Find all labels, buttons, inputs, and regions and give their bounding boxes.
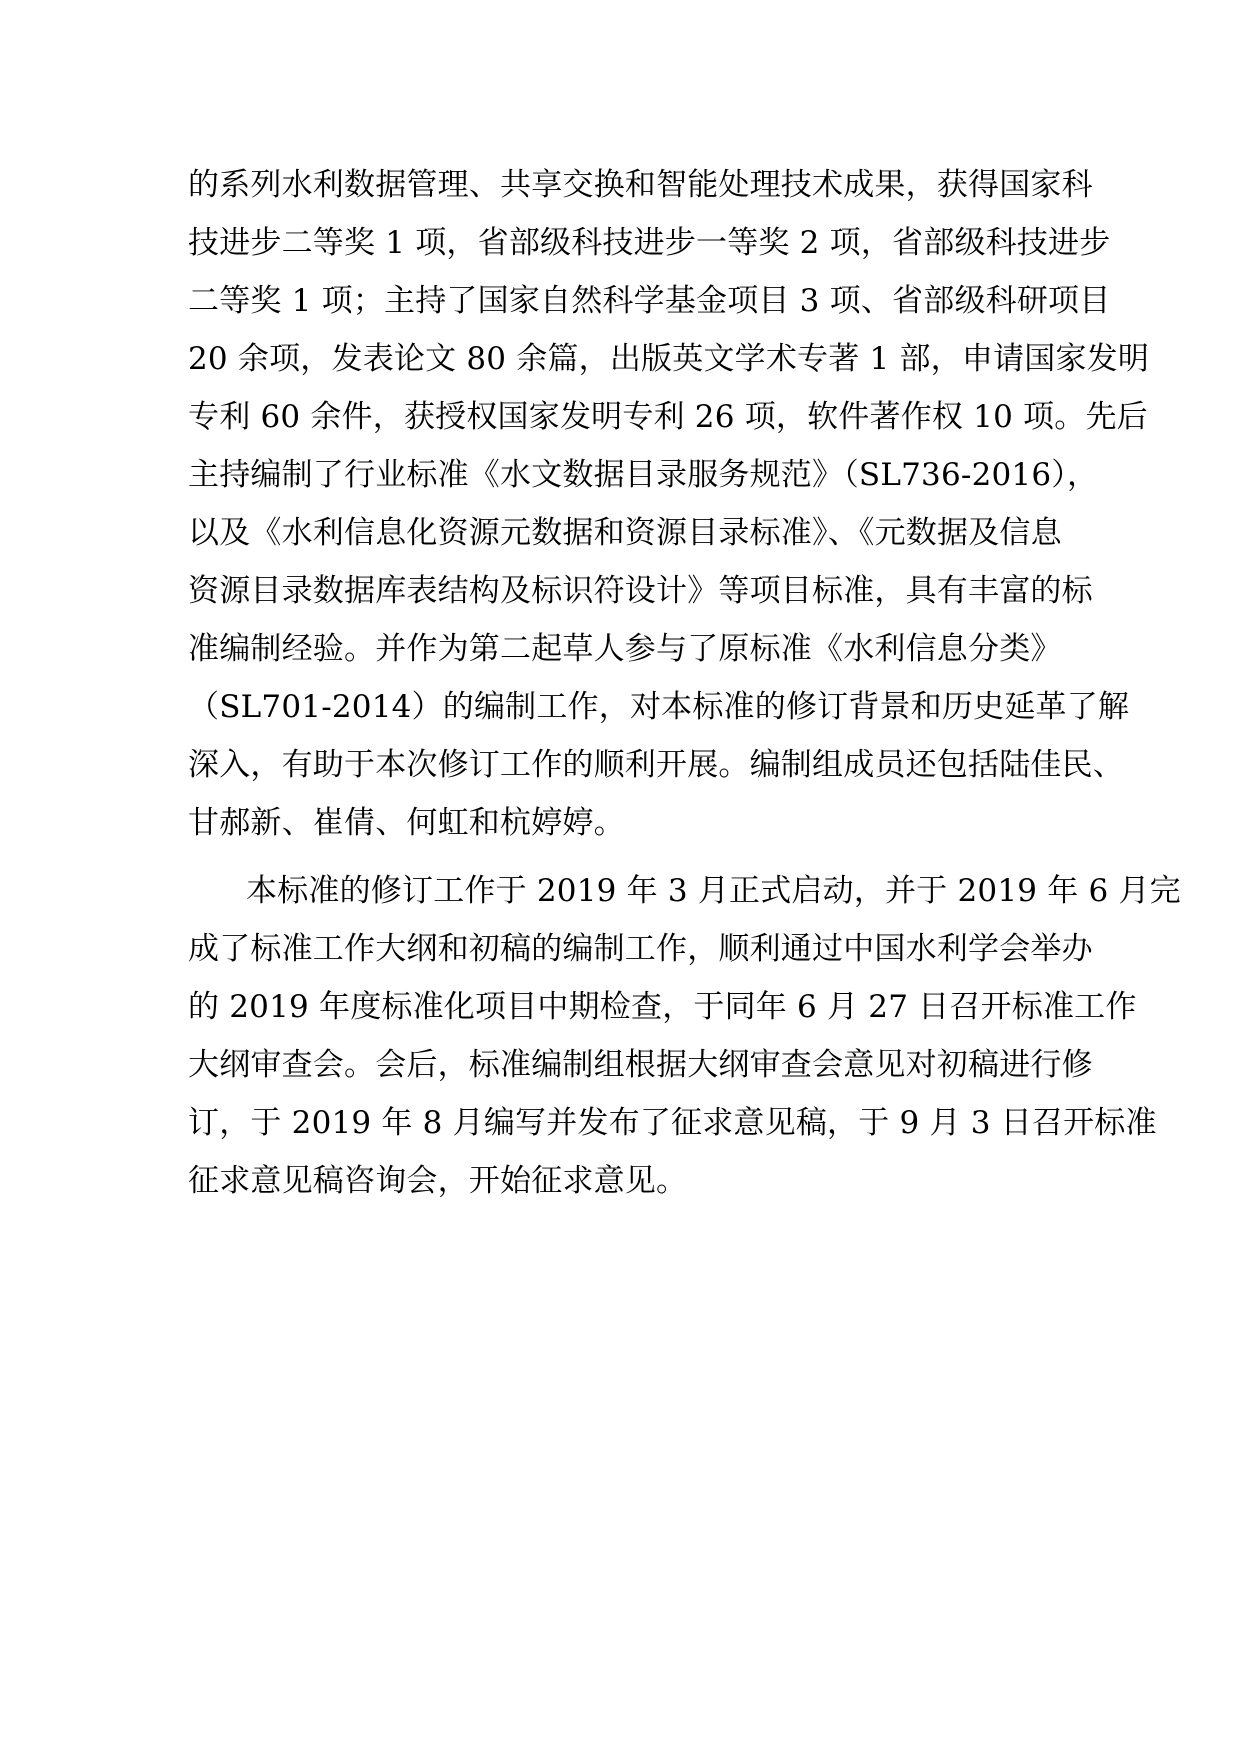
text-line: 二等奖 1 项；主持了国家自然科学基金项目 3 项、省部级科研项目 [188,283,1111,319]
text-line: （SL701-2014）的编制工作，对本标准的修订背景和历史延革了解 [188,689,1130,725]
text-line: 订，于 2019 年 8 月编写并发布了征求意见稿，于 9 月 3 日召开标准 [188,1105,1157,1141]
paragraph-2 [188,862,1181,1210]
text-line: 的 2019 年度标准化项目中期检查，于同年 6 月 27 日召开标准工作 [188,989,1137,1025]
text-line: 以及《水利信息化资源元数据和资源目录标准》、《元数据及信息 [188,515,1062,551]
text-line: 技进步二等奖 1 项，省部级科技进步一等奖 2 项，省部级科技进步 [188,225,1111,261]
text-line: 专利 60 余件，获授权国家发明专利 26 项，软件著作权 10 项。先后 [188,399,1148,435]
text-line: 准编制经验。并作为第二起草人参与了原标准《水利信息分类》 [188,631,1062,667]
text-line: 主持编制了行业标准《水文数据目录服务规范》（SL736-2016）， [188,457,1099,493]
text-line: 征求意见稿咨询会，开始征求意见。 [188,1163,688,1199]
text-line: 甘郝新、崔倩、何虹和杭婷婷。 [188,805,625,841]
paragraph-spacer [188,852,1068,862]
text-line: 成了标准工作大纲和初稿的编制工作，顺利通过中国水利学会举办 [188,931,1093,967]
text-line: 大纲审查会。会后，标准编制组根据大纲审查会意见对初稿进行修 [188,1047,1093,1083]
text-line: 本标准的修订工作于 2019 年 3 月正式启动，并于 2019 年 6 月完 [246,873,1181,909]
text-line: 的系列水利数据管理、共享交换和智能处理技术成果，获得国家科 [188,167,1093,203]
body-text [188,156,1181,1210]
text-line: 20 余项，发表论文 80 余篇，出版英文学术专著 1 部，申请国家发明 [188,341,1150,377]
text-line: 深入，有助于本次修订工作的顺利开展。编制组成员还包括陆佳民、 [188,747,1124,783]
paragraph-1 [188,156,1150,852]
text-line: 资源目录数据库表结构及标识符设计》等项目标准，具有丰富的标 [188,573,1093,609]
